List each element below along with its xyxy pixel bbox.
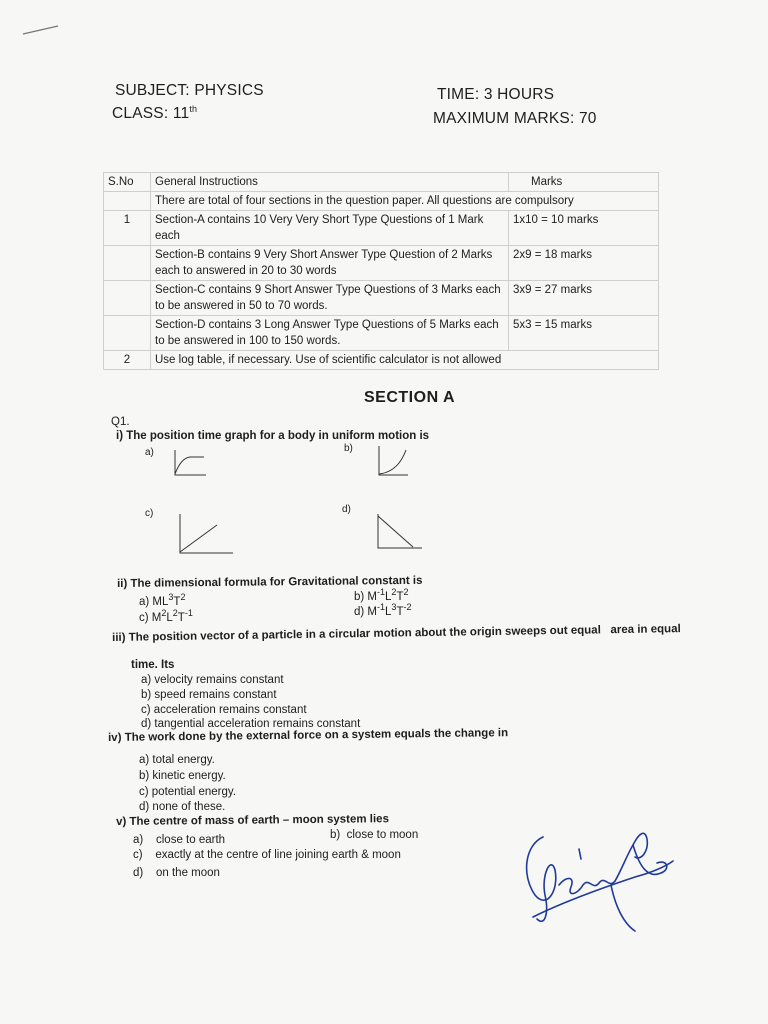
cell-sno	[104, 192, 151, 211]
option-iii-b: b) speed remains constant	[141, 689, 277, 701]
option-v-d: d) on the moon	[133, 867, 220, 879]
instructions-table	[103, 172, 659, 370]
question-number: Q1.	[111, 416, 130, 428]
cell-marks: 2x9 = 18 marks	[509, 246, 659, 281]
table-row	[104, 351, 659, 370]
class-heading: CLASS: 11th	[112, 103, 198, 122]
question-ii-text: ii) The dimensional formula for Gravitational constant is	[117, 574, 423, 590]
option-a-label: a)	[145, 447, 154, 458]
cell-sno	[104, 281, 151, 316]
option-c-label: c)	[145, 508, 154, 519]
table-row	[104, 246, 659, 281]
question-iv-text: iv) The work done by the external force on a system equals the change in	[108, 727, 509, 744]
cell-sno	[104, 246, 151, 281]
option-ii-d: d) $M^{-1}L^3T^{-2}$	[354, 602, 412, 618]
cell-text: Section-D contains 3 Long Answer Type Questions of 5 Marks each to be answered in 100 to 150 words.	[151, 316, 509, 351]
cell-marks: 1x10 = 10 marks	[509, 211, 659, 246]
option-b-label: b)	[344, 443, 353, 454]
cell-sno: 1	[104, 211, 151, 246]
time-heading: TIME: 3 HOURS	[437, 86, 555, 103]
cell-text: Section-B contains 9 Very Short Answer Type Question of 2 Marks each to answered in 20 to 30 words	[151, 246, 509, 281]
question-iii-text-cont: time. Its	[131, 659, 175, 671]
cell-intro: There are total of four sections in the question paper. All questions are compulsory	[151, 192, 659, 211]
table-row	[104, 192, 659, 211]
pen-mark	[20, 22, 62, 38]
question-i-text: i) The position time graph for a body in uniform motion is	[116, 430, 430, 442]
graph-b-curve-rising	[376, 444, 412, 478]
table-row	[104, 281, 659, 316]
section-title: SECTION A	[364, 389, 456, 406]
option-ii-c: c) $M^2L^2T^{-1}$	[139, 608, 193, 624]
option-iv-d: d) none of these.	[139, 801, 226, 813]
option-ii-b: b) $M^{-1}L^2T^2$	[354, 587, 409, 603]
table-header-row	[104, 173, 659, 192]
cell-sno: 2	[104, 351, 151, 370]
col-marks-header: Marks	[509, 173, 659, 192]
option-iv-a: a) total energy.	[139, 754, 215, 766]
col-general-header: General Instructions	[151, 173, 509, 192]
option-iii-a: a) velocity remains constant	[141, 674, 284, 686]
subject-heading: SUBJECT: PHYSICS	[115, 82, 264, 99]
option-iii-c: c) acceleration remains constant	[141, 704, 307, 716]
col-sno-header: S.No	[104, 173, 151, 192]
graph-a-curve-flattening	[170, 448, 210, 478]
question-v-text: v) The centre of mass of earth – moon system lies	[116, 813, 390, 828]
option-d-label: d)	[342, 504, 351, 515]
option-ii-a: a) $ML^3T^2$	[139, 592, 186, 608]
cell-marks: 3x9 = 27 marks	[509, 281, 659, 316]
option-iv-b: b) kinetic energy.	[139, 770, 226, 782]
handwritten-signature	[515, 815, 675, 940]
cell-sno	[104, 316, 151, 351]
graph-c-straight-line	[177, 512, 235, 556]
question-iii-text: iii) The position vector of a particle in a circular motion about the origin sweeps out equal area in equal	[112, 623, 681, 644]
graph-d-decreasing-line	[375, 512, 425, 552]
option-v-b: b) close to moon	[330, 829, 419, 841]
table-row	[104, 316, 659, 351]
option-v-a: a) close to earth	[133, 834, 226, 846]
option-iii-d: d) tangential acceleration remains constant	[141, 718, 361, 730]
max-marks-heading: MAXIMUM MARKS: 70	[433, 110, 597, 127]
cell-text: Section-A contains 10 Very Very Short Type Questions of 1 Mark each	[151, 211, 509, 246]
cell-text: Use log table, if necessary. Use of scientific calculator is not allowed	[151, 351, 659, 370]
cell-text: Section-C contains 9 Short Answer Type Questions of 3 Marks each to be answered in 50 to 70 words.	[151, 281, 509, 316]
option-iv-c: c) potential energy.	[139, 786, 236, 798]
option-v-c: c) exactly at the centre of line joining earth & moon	[133, 849, 401, 861]
cell-marks: 5x3 = 15 marks	[509, 316, 659, 351]
table-row	[104, 211, 659, 246]
